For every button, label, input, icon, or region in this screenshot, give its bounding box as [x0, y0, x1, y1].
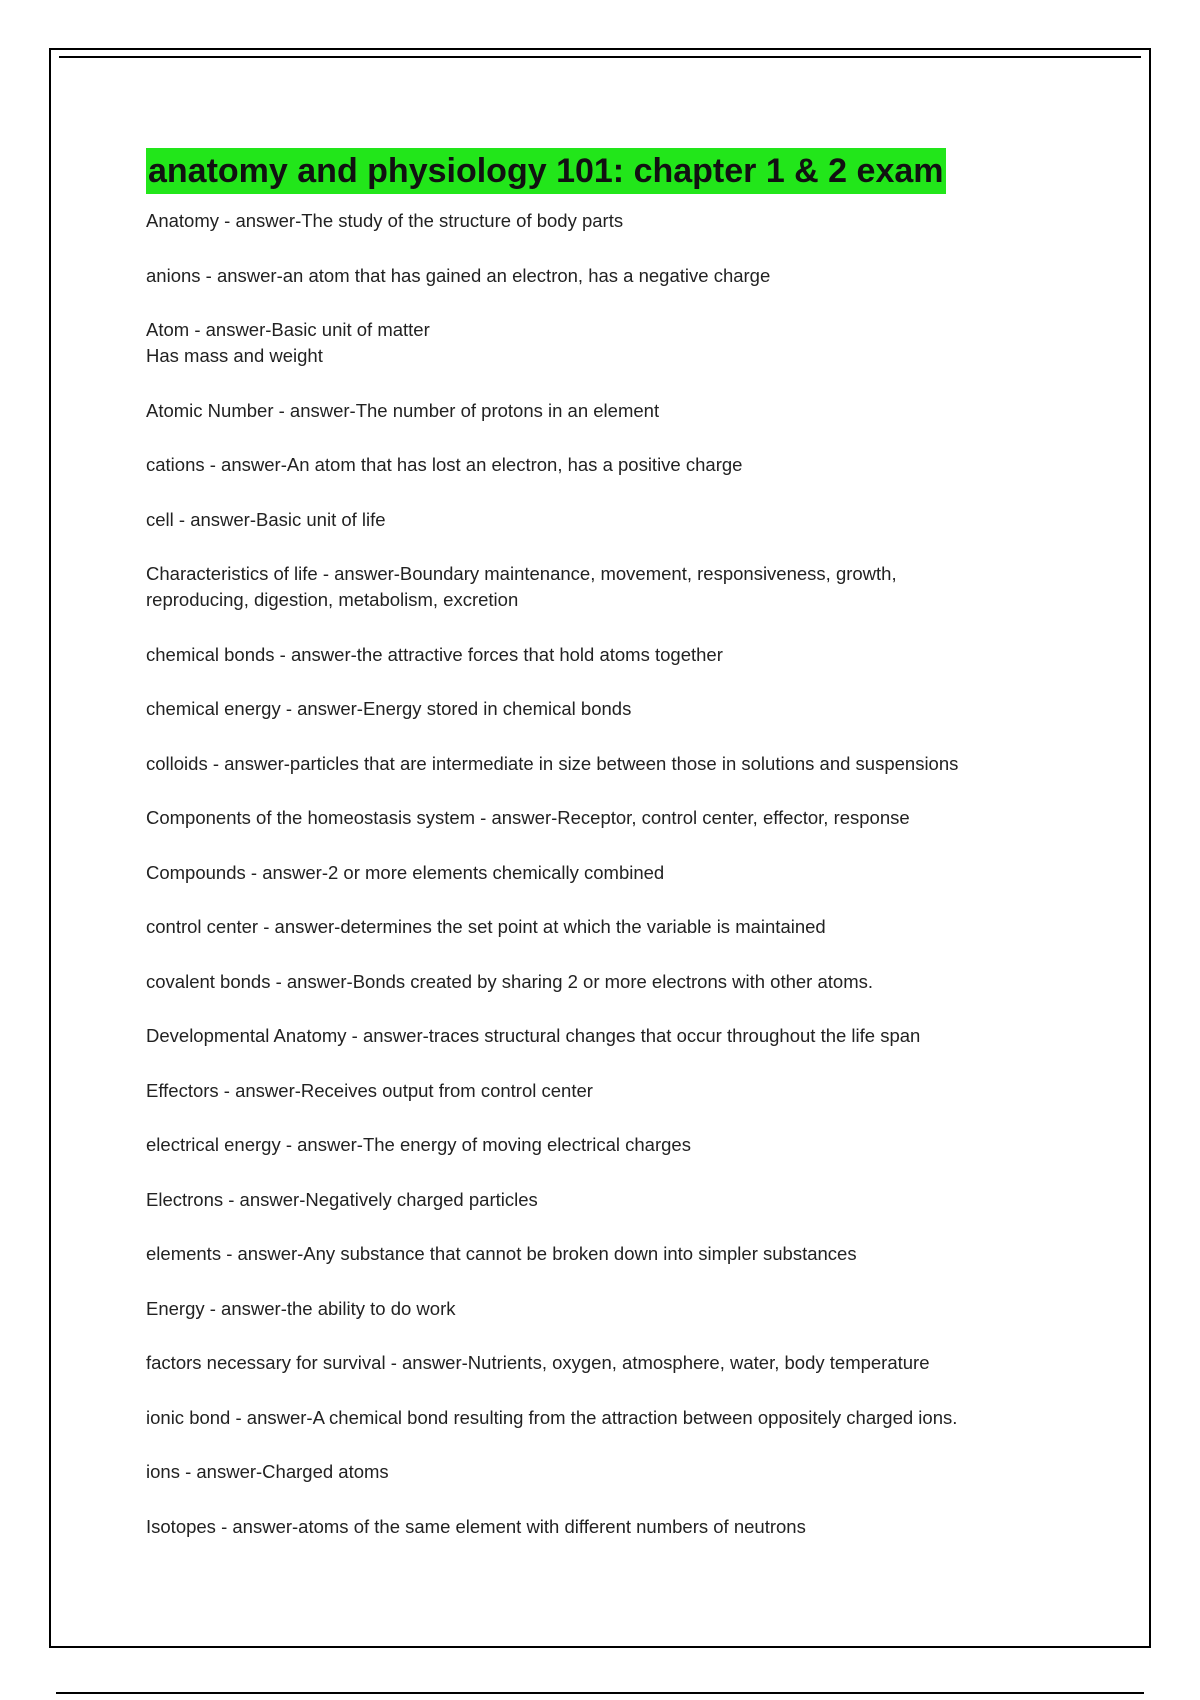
flashcard-entry: [146, 1023, 1076, 1049]
flashcard-entry: [146, 860, 1076, 886]
flashcard-entry: [146, 751, 1076, 777]
entry-text: covalent bonds - answer-Bonds created by sharing 2 or more electrons with other atoms.: [146, 970, 874, 992]
entry-text: Atom - answer-Basic unit of matter: [146, 319, 430, 340]
entry-text: Effectors - answer-Receives output from control center: [146, 1079, 593, 1101]
entry-text: ionic bond - answer-A chemical bond resulting from the attraction between oppositely charged ions.: [146, 1406, 958, 1428]
flashcard-entry: [146, 452, 1076, 478]
flashcard-entry: [146, 1296, 1076, 1322]
flashcard-entry: [146, 1078, 1076, 1104]
flashcard-entry: [146, 1459, 1076, 1485]
document-content: [146, 148, 1076, 1568]
entry-text: Isotopes - answer-atoms of the same element with different numbers of neutrons: [146, 1515, 806, 1537]
entry-text-continuation: reproducing, digestion, metabolism, excretion: [146, 589, 519, 610]
flashcard-entry: [146, 507, 1076, 533]
flashcard-entry: [146, 1241, 1076, 1267]
footer-rule: [56, 1692, 1144, 1694]
entry-text: chemical energy - answer-Energy stored in chemical bonds: [146, 698, 632, 719]
entry-text: control center - answer-determines the set point at which the variable is maintained: [146, 916, 826, 937]
flashcard-entry: [146, 561, 1076, 613]
flashcard-entry: [146, 696, 1076, 722]
entry-text: ions - answer-Charged atoms: [146, 1461, 389, 1482]
entry-text-continuation: Has mass and weight: [146, 345, 323, 366]
flashcard-entry: [146, 1132, 1076, 1158]
entry-text: Characteristics of life - answer-Boundary maintenance, movement, responsiveness, growth,: [146, 563, 897, 584]
flashcard-entry: [146, 263, 1076, 289]
flashcard-entry: [146, 1514, 1076, 1540]
entry-text: factors necessary for survival - answer-Nutrients, oxygen, atmosphere, water, body temperature: [146, 1352, 930, 1373]
entry-text: Compounds - answer-2 or more elements chemically combined: [146, 861, 665, 883]
header-rule: [59, 56, 1141, 58]
flashcard-list: [146, 208, 1076, 1540]
flashcard-entry: [146, 1405, 1076, 1431]
flashcard-entry: [146, 317, 1076, 369]
entry-text: colloids - answer-particles that are intermediate in size between those in solutions and suspensions: [146, 752, 959, 774]
entry-text: anions - answer-an atom that has gained an electron, has a negative charge: [146, 264, 771, 286]
flashcard-entry: [146, 914, 1076, 940]
flashcard-entry: [146, 1187, 1076, 1213]
entry-text: cations - answer-An atom that has lost an electron, has a positive charge: [146, 454, 743, 475]
entry-text: Anatomy - answer-The study of the structure of body parts: [146, 210, 624, 231]
entry-text: Energy - answer-the ability to do work: [146, 1297, 456, 1319]
flashcard-entry: [146, 398, 1076, 424]
entry-text: Developmental Anatomy - answer-traces structural changes that occur throughout the life span: [146, 1025, 921, 1046]
flashcard-entry: [146, 1350, 1076, 1376]
entry-text: cell - answer-Basic unit of life: [146, 508, 386, 530]
entry-text: Electrons - answer-Negatively charged particles: [146, 1188, 538, 1210]
flashcard-entry: [146, 642, 1076, 668]
entry-text: Components of the homeostasis system - answer-Receptor, control center, effector, response: [146, 807, 910, 828]
entry-text: chemical bonds - answer-the attractive forces that hold atoms together: [146, 643, 723, 665]
document-title: anatomy and physiology 101: chapter 1 & 2 exam: [146, 148, 946, 194]
entry-text: elements - answer-Any substance that cannot be broken down into simpler substances: [146, 1243, 857, 1264]
flashcard-entry: [146, 805, 1076, 831]
flashcard-entry: [146, 208, 1076, 234]
flashcard-entry: [146, 969, 1076, 995]
entry-text: electrical energy - answer-The energy of moving electrical charges: [146, 1134, 691, 1155]
entry-text: Atomic Number - answer-The number of protons in an element: [146, 399, 660, 421]
